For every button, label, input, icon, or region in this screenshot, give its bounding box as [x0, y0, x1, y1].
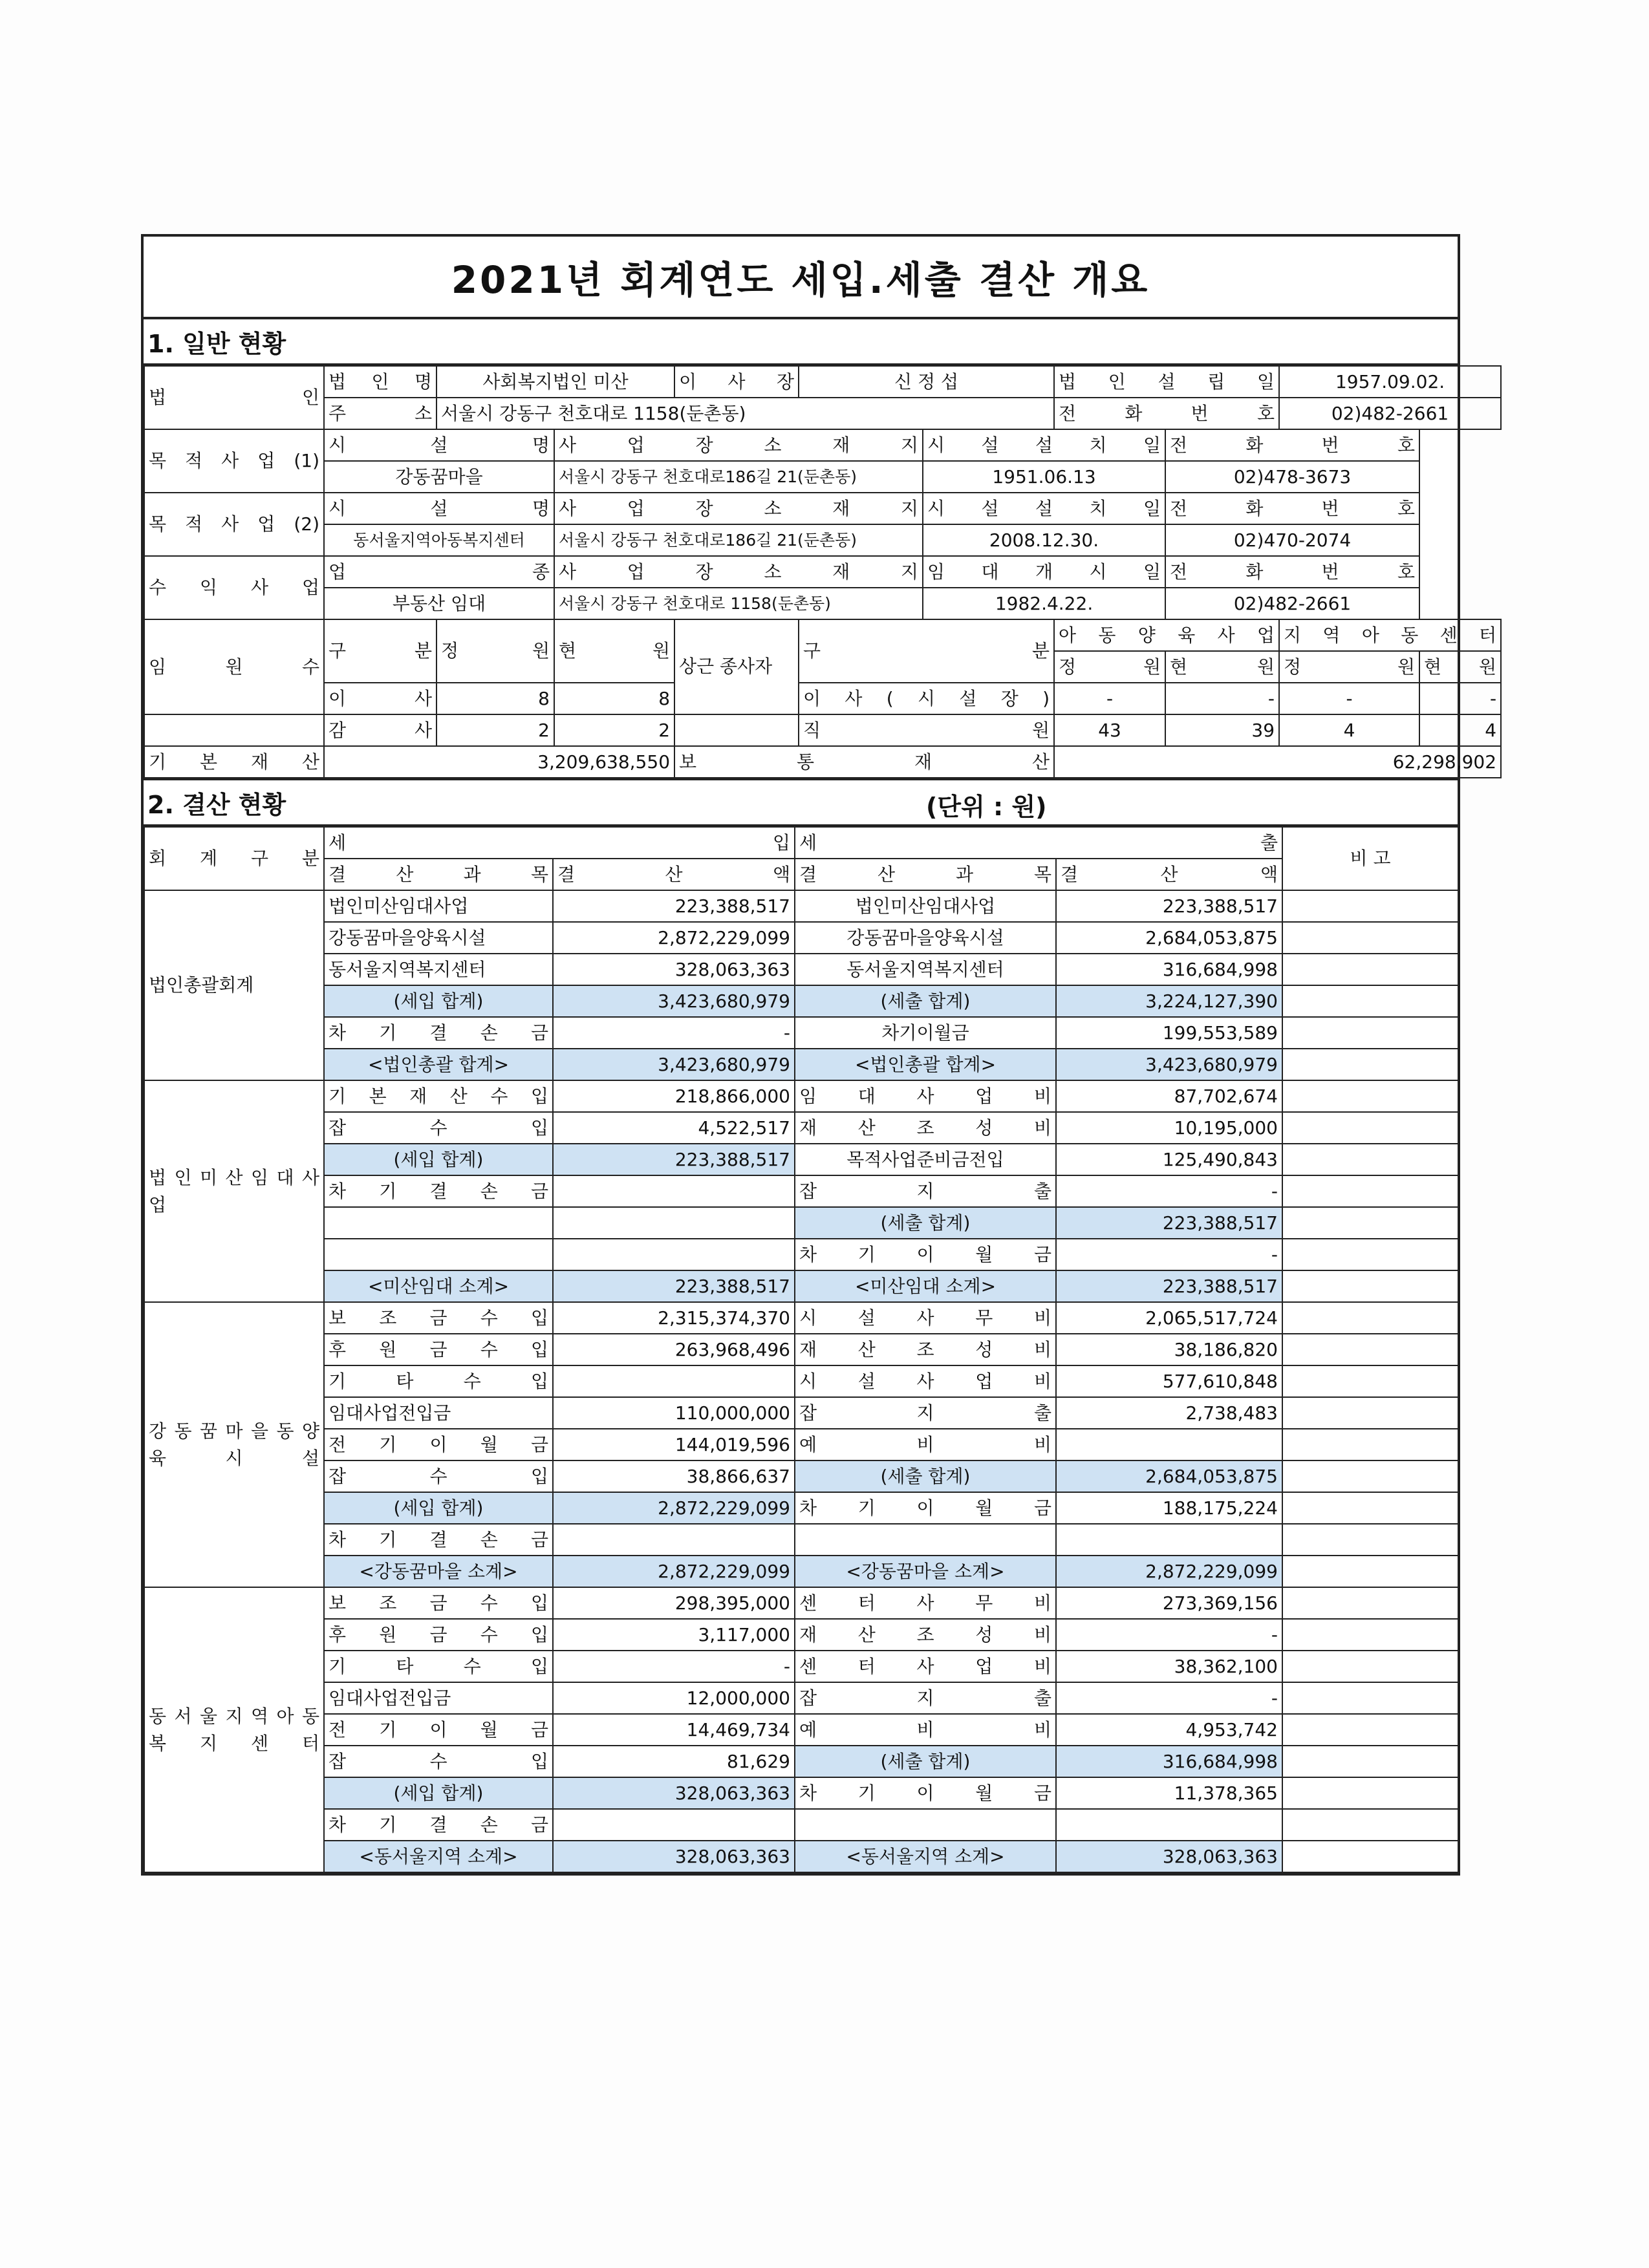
- g2-group-label: 법 인 미 산 임 대 사 업: [144, 1080, 324, 1302]
- expense-amount: 223,388,517: [1056, 1207, 1282, 1239]
- g1-group-label: 법인총괄회계: [144, 890, 324, 1080]
- note-cell: [1282, 1524, 1458, 1556]
- revenue-amount: 3,423,680,979: [553, 1049, 795, 1080]
- expense-amount: 38,362,100: [1056, 1651, 1282, 1682]
- settlement-row: [144, 1144, 1458, 1175]
- director-label: 이 사 장: [674, 366, 799, 398]
- expense-item: 재 산 조 성 비: [795, 1619, 1056, 1651]
- revenue-amount: [553, 1809, 795, 1841]
- revenue-item: 전 기 이 월 금: [324, 1429, 553, 1460]
- note-cell: [1282, 1777, 1458, 1809]
- general-status-table: [144, 365, 1502, 778]
- director-name: 신 정 섭: [799, 366, 1054, 398]
- revenue-item: 임대사업전입금: [324, 1682, 553, 1714]
- expense-amount: 273,369,156: [1056, 1587, 1282, 1619]
- revenue-amount: 2,872,229,099: [553, 1556, 795, 1587]
- revenue-item: 법인미산임대사업: [324, 890, 553, 922]
- revenue-item: 차 기 결 손 금: [324, 1809, 553, 1841]
- note-cell: [1282, 1651, 1458, 1682]
- note-cell: [1282, 1587, 1458, 1619]
- revenue-item: <동서울지역 소계>: [324, 1841, 553, 1872]
- settlement-row: [144, 1556, 1458, 1587]
- tel-label: 전 화 번 호: [1165, 493, 1419, 524]
- revenue-item: 보 조 금 수 입: [324, 1587, 553, 1619]
- revenue-amount: 298,395,000: [553, 1587, 795, 1619]
- revenue-item: (세입 합계): [324, 985, 553, 1017]
- revenue-amount: [553, 1365, 795, 1397]
- revenue-amount: 2,315,374,370: [553, 1302, 795, 1334]
- expense-amount: 2,065,517,724: [1056, 1302, 1282, 1334]
- page-title: 2021년 회계연도 세입.세출 결산 개요: [144, 237, 1458, 319]
- revenue-amount: 144,019,596: [553, 1429, 795, 1460]
- revenue-item: (세입 합계): [324, 1777, 553, 1809]
- emp-cc-current: 39: [1165, 714, 1279, 746]
- note-cell: [1282, 1619, 1458, 1651]
- revenue-item: [324, 1207, 553, 1239]
- revenue-item: 잡 수 입: [324, 1460, 553, 1492]
- expense-item: 잡 지 출: [795, 1175, 1056, 1207]
- revenue-amount: 110,000,000: [553, 1397, 795, 1429]
- auditor-row-label: 감 사: [324, 714, 436, 746]
- settlement-row: [144, 1714, 1458, 1746]
- corp-address: 서울시 강동구 천호대로 1158(둔촌동): [436, 398, 1054, 429]
- expense-amount: 3,224,127,390: [1056, 985, 1282, 1017]
- revenue-item: 차 기 결 손 금: [324, 1524, 553, 1556]
- settlement-row: [144, 1809, 1458, 1841]
- revenue-item: 기 타 수 입: [324, 1651, 553, 1682]
- note-cell: [1282, 1429, 1458, 1460]
- settlement-row: [144, 1017, 1458, 1049]
- settlement-document: [141, 234, 1497, 1876]
- revenue-item: 기 타 수 입: [324, 1365, 553, 1397]
- exp-item-header: 결 산 과 목: [795, 859, 1056, 890]
- revenue-amount: 38,866,637: [553, 1460, 795, 1492]
- settlement-row: [144, 1746, 1458, 1777]
- section-general-heading: 1. 일반 현황: [144, 319, 1458, 365]
- settlement-row: [144, 890, 1458, 922]
- expense-item: 잡 지 출: [795, 1397, 1056, 1429]
- settlement-row: [144, 1587, 1458, 1619]
- business-type-label: 업 종: [324, 556, 554, 588]
- expense-item: (세출 합계): [795, 1207, 1056, 1239]
- expense-item: 시 설 사 업 비: [795, 1365, 1056, 1397]
- officers-label: 임 원 수: [144, 619, 324, 714]
- revenue-item: 후 원 금 수 입: [324, 1619, 553, 1651]
- expense-item: 예 비 비: [795, 1429, 1056, 1460]
- sd-cc-current: -: [1165, 683, 1279, 714]
- expense-amount: 577,610,848: [1056, 1365, 1282, 1397]
- founded-label: 법 인 설 립 일: [1054, 366, 1279, 398]
- revenue-amount: 218,866,000: [553, 1080, 795, 1112]
- settlement-row: [144, 1334, 1458, 1365]
- note-cell: [1282, 1746, 1458, 1777]
- expense-item: [795, 1809, 1056, 1841]
- expense-item: 잡 지 출: [795, 1682, 1056, 1714]
- expense-amount: [1056, 1524, 1282, 1556]
- note-cell: [1282, 1239, 1458, 1270]
- expense-item: 목적사업준비금전입: [795, 1144, 1056, 1175]
- purpose1-label: 목 적 사 업 (1): [144, 429, 324, 493]
- note-cell: [1282, 985, 1458, 1017]
- expense-amount: 11,378,365: [1056, 1777, 1282, 1809]
- expense-amount: -: [1056, 1175, 1282, 1207]
- emp-c-current: 4: [1419, 714, 1501, 746]
- expense-amount: -: [1056, 1619, 1282, 1651]
- note-cell: [1282, 1334, 1458, 1365]
- revenue-amount: 2,872,229,099: [553, 922, 795, 954]
- unit-label: (단위 : 원): [926, 793, 1047, 821]
- basic-assets-label: 기 본 재 산: [144, 746, 324, 778]
- expense-item: 센 터 사 업 비: [795, 1651, 1056, 1682]
- expense-amount: 2,872,229,099: [1056, 1556, 1282, 1587]
- c-current-label: 현 원: [1419, 651, 1501, 683]
- expense-item: 차 기 이 월 금: [795, 1777, 1056, 1809]
- revenue-label: 세 입: [324, 827, 795, 859]
- settlement-row: [144, 1049, 1458, 1080]
- expense-item: 시 설 사 무 비: [795, 1302, 1056, 1334]
- p1-tel: 02)478-3673: [1165, 461, 1419, 493]
- settlement-row: [144, 1682, 1458, 1714]
- revenue-item: <미산임대 소계>: [324, 1270, 553, 1302]
- expense-amount: [1056, 1429, 1282, 1460]
- note-cell: [1282, 1112, 1458, 1144]
- revenue-item: 잡 수 입: [324, 1112, 553, 1144]
- expense-item: 재 산 조 성 비: [795, 1112, 1056, 1144]
- revenue-amount: 12,000,000: [553, 1682, 795, 1714]
- note-cell: [1282, 1175, 1458, 1207]
- revenue-amount: 14,469,734: [553, 1714, 795, 1746]
- note-cell: [1282, 1556, 1458, 1587]
- expense-item: 차기이월금: [795, 1017, 1056, 1049]
- settlement-row: [144, 1777, 1458, 1809]
- revenue-amount: 3,117,000: [553, 1619, 795, 1651]
- note-cell: [1282, 1809, 1458, 1841]
- center-label: 지 역 아 동 센 터: [1279, 619, 1501, 651]
- director-current: 8: [554, 683, 674, 714]
- expense-item: 동서울지역복지센터: [795, 954, 1056, 985]
- expense-item: [795, 1524, 1056, 1556]
- expense-item: <강동꿈마을 소계>: [795, 1556, 1056, 1587]
- purpose2-label: 목 적 사 업 (2): [144, 493, 324, 556]
- expense-item: (세출 합계): [795, 1746, 1056, 1777]
- auditor-quota: 2: [436, 714, 554, 746]
- revenue-item: 차 기 결 손 금: [324, 1175, 553, 1207]
- expense-item: 강동꿈마을양육시설: [795, 922, 1056, 954]
- revenue-item: (세입 합계): [324, 1144, 553, 1175]
- corp-phone: 02)482-2661: [1279, 398, 1501, 429]
- exp-amount-header: 결 산 액: [1056, 859, 1282, 890]
- lease-start-label: 임 대 개 시 일: [923, 556, 1165, 588]
- settlement-row: [144, 1397, 1458, 1429]
- sd-c-quota: -: [1279, 683, 1419, 714]
- quota-label: 정 원: [436, 619, 554, 683]
- profit-tel: 02)482-2661: [1165, 588, 1419, 619]
- note-cell: [1282, 922, 1458, 954]
- settlement-row: [144, 1365, 1458, 1397]
- expense-item: 예 비 비: [795, 1714, 1056, 1746]
- revenue-amount: -: [553, 1017, 795, 1049]
- expense-amount: 223,388,517: [1056, 890, 1282, 922]
- p1-date: 1951.06.13: [923, 461, 1165, 493]
- revenue-item: <법인총괄 합계>: [324, 1049, 553, 1080]
- p2-address: 서울시 강동구 천호대로186길 21(둔촌동): [554, 524, 923, 556]
- note-cell: [1282, 1049, 1458, 1080]
- note-cell: [1282, 954, 1458, 985]
- founded-date: 1957.09.02.: [1279, 366, 1501, 398]
- note-cell: [1282, 1682, 1458, 1714]
- phone-label: 전 화 번 호: [1054, 398, 1279, 429]
- revenue-amount: 328,063,363: [553, 954, 795, 985]
- expense-item: 임 대 사 업 비: [795, 1080, 1056, 1112]
- expense-amount: 2,738,483: [1056, 1397, 1282, 1429]
- section-settlement-heading: [144, 778, 1458, 826]
- revenue-item: 후 원 금 수 입: [324, 1334, 553, 1365]
- expense-item: (세출 합계): [795, 1460, 1056, 1492]
- expense-item: <법인총괄 합계>: [795, 1049, 1056, 1080]
- expense-amount: 316,684,998: [1056, 954, 1282, 985]
- p2-date: 2008.12.30.: [923, 524, 1165, 556]
- settlement-row: [144, 1524, 1458, 1556]
- director-row-label: 이 사: [324, 683, 436, 714]
- expense-amount: 3,423,680,979: [1056, 1049, 1282, 1080]
- settlement-row: [144, 1841, 1458, 1872]
- profit-business-label: 수 익 사 업: [144, 556, 324, 619]
- revenue-amount: 2,872,229,099: [553, 1492, 795, 1524]
- div-label: 구 분: [324, 619, 436, 683]
- p2-tel: 02)470-2074: [1165, 524, 1419, 556]
- note-cell: [1282, 890, 1458, 922]
- g4-group-label: 동 서 울 지 역 아 동 복 지 센 터: [144, 1587, 324, 1872]
- expense-item: 차 기 이 월 금: [795, 1239, 1056, 1270]
- rev-amount-header: 결 산 액: [553, 859, 795, 890]
- settlement-row: [144, 1651, 1458, 1682]
- settlement-row: [144, 922, 1458, 954]
- note-cell: [1282, 1460, 1458, 1492]
- revenue-amount: 328,063,363: [553, 1841, 795, 1872]
- expense-item: (세출 합계): [795, 985, 1056, 1017]
- revenue-item: 보 조 금 수 입: [324, 1302, 553, 1334]
- settlement-row: [144, 1112, 1458, 1144]
- note-label: 비 고: [1282, 827, 1458, 890]
- facility-name-label: 시 설 명: [324, 429, 554, 461]
- cc-quota-label: 정 원: [1054, 651, 1165, 683]
- rev-item-header: 결 산 과 목: [324, 859, 553, 890]
- note-cell: [1282, 1365, 1458, 1397]
- c-quota-label: 정 원: [1279, 651, 1419, 683]
- expense-amount: 38,186,820: [1056, 1334, 1282, 1365]
- settlement-row: [144, 1429, 1458, 1460]
- revenue-item: [324, 1239, 553, 1270]
- normal-assets-label: 보 통 재 산: [674, 746, 1054, 778]
- expense-amount: 10,195,000: [1056, 1112, 1282, 1144]
- note-cell: [1282, 1017, 1458, 1049]
- settlement-row: [144, 1492, 1458, 1524]
- settlement-row: [144, 1207, 1458, 1239]
- settlement-row: [144, 1619, 1458, 1651]
- revenue-amount: [553, 1207, 795, 1239]
- p2-name: 동서울지역아동복지센터: [324, 524, 554, 556]
- sd-cc-quota: -: [1054, 683, 1165, 714]
- address-label: 주 소: [324, 398, 436, 429]
- revenue-item: 강동꿈마을양육시설: [324, 922, 553, 954]
- profit-lease-date: 1982.4.22.: [923, 588, 1165, 619]
- tel-label: 전 화 번 호: [1165, 429, 1419, 461]
- revenue-item: 동서울지역복지센터: [324, 954, 553, 985]
- expense-amount: [1056, 1809, 1282, 1841]
- revenue-item: 차 기 결 손 금: [324, 1017, 553, 1049]
- settlement-row: [144, 954, 1458, 985]
- staff-director-label: 이 사 ( 시 설 장 ): [799, 683, 1054, 714]
- profit-address: 서울시 강동구 천호대로 1158(둔촌동): [554, 588, 923, 619]
- expense-amount: 87,702,674: [1056, 1080, 1282, 1112]
- revenue-amount: 223,388,517: [553, 1144, 795, 1175]
- expense-item: <동서울지역 소계>: [795, 1841, 1056, 1872]
- director-quota: 8: [436, 683, 554, 714]
- note-cell: [1282, 1397, 1458, 1429]
- section-settlement-title: 2. 결산 현황: [147, 790, 286, 819]
- expense-amount: 316,684,998: [1056, 1746, 1282, 1777]
- settlement-row: [144, 1270, 1458, 1302]
- revenue-amount: 223,388,517: [553, 1270, 795, 1302]
- revenue-item: 임대사업전입금: [324, 1397, 553, 1429]
- expense-amount: 188,175,224: [1056, 1492, 1282, 1524]
- account-label: 회 계 구 분: [144, 827, 324, 890]
- revenue-amount: 4,522,517: [553, 1112, 795, 1144]
- staff-div-label: 구 분: [799, 619, 1054, 683]
- revenue-amount: [553, 1239, 795, 1270]
- note-cell: [1282, 1144, 1458, 1175]
- settlement-row: [144, 985, 1458, 1017]
- staff-label: 상근 종사자: [674, 619, 799, 714]
- sd-c-current: -: [1419, 683, 1501, 714]
- p1-name: 강동꿈마을: [324, 461, 554, 493]
- revenue-amount: [553, 1175, 795, 1207]
- expense-amount: 199,553,589: [1056, 1017, 1282, 1049]
- install-date-label: 시 설 설 치 일: [923, 429, 1165, 461]
- site-label: 사 업 장 소 재 지: [554, 429, 923, 461]
- auditor-current: 2: [554, 714, 674, 746]
- settlement-table: [144, 826, 1459, 1873]
- childcare-label: 아 동 양 육 사 업: [1054, 619, 1279, 651]
- corp-label: 법 인: [144, 366, 324, 429]
- note-cell: [1282, 1714, 1458, 1746]
- expense-item: <미산임대 소계>: [795, 1270, 1056, 1302]
- expense-amount: 2,684,053,875: [1056, 922, 1282, 954]
- g3-group-label: 강 동 꿈 마 을 동 양 육 시 설: [144, 1302, 324, 1587]
- expense-amount: 125,490,843: [1056, 1144, 1282, 1175]
- revenue-item: 기 본 재 산 수 입: [324, 1080, 553, 1112]
- basic-assets-value: 3,209,638,550: [324, 746, 674, 778]
- tel-label: 전 화 번 호: [1165, 556, 1419, 588]
- corp-name-label: 법 인 명: [324, 366, 436, 398]
- employee-row-label: 직 원: [799, 714, 1054, 746]
- profit-type: 부동산 임대: [324, 588, 554, 619]
- revenue-amount: 81,629: [553, 1746, 795, 1777]
- revenue-amount: 223,388,517: [553, 890, 795, 922]
- site-label: 사 업 장 소 재 지: [554, 556, 923, 588]
- cc-current-label: 현 원: [1165, 651, 1279, 683]
- revenue-item: 잡 수 입: [324, 1746, 553, 1777]
- corp-name: 사회복지법인 미산: [436, 366, 674, 398]
- settlement-row: [144, 1302, 1458, 1334]
- settlement-row: [144, 1175, 1458, 1207]
- expense-amount: 2,684,053,875: [1056, 1460, 1282, 1492]
- expense-label: 세 출: [795, 827, 1282, 859]
- p1-address: 서울시 강동구 천호대로186길 21(둔촌동): [554, 461, 923, 493]
- current-label: 현 원: [554, 619, 674, 683]
- normal-assets-value: 62,298,902: [1054, 746, 1501, 778]
- expense-amount: 223,388,517: [1056, 1270, 1282, 1302]
- revenue-item: 전 기 이 월 금: [324, 1714, 553, 1746]
- emp-cc-quota: 43: [1054, 714, 1165, 746]
- note-cell: [1282, 1492, 1458, 1524]
- settlement-row: [144, 1460, 1458, 1492]
- settlement-row: [144, 1080, 1458, 1112]
- settlement-row: [144, 1239, 1458, 1270]
- install-date-label: 시 설 설 치 일: [923, 493, 1165, 524]
- expense-item: 법인미산임대사업: [795, 890, 1056, 922]
- expense-item: 센 터 사 무 비: [795, 1587, 1056, 1619]
- facility-name-label: 시 설 명: [324, 493, 554, 524]
- revenue-amount: [553, 1524, 795, 1556]
- expense-amount: -: [1056, 1239, 1282, 1270]
- note-cell: [1282, 1302, 1458, 1334]
- revenue-item: (세입 합계): [324, 1492, 553, 1524]
- expense-amount: 4,953,742: [1056, 1714, 1282, 1746]
- emp-c-quota: 4: [1279, 714, 1419, 746]
- note-cell: [1282, 1207, 1458, 1239]
- site-label: 사 업 장 소 재 지: [554, 493, 923, 524]
- revenue-amount: 328,063,363: [553, 1777, 795, 1809]
- revenue-amount: 3,423,680,979: [553, 985, 795, 1017]
- note-cell: [1282, 1841, 1458, 1872]
- revenue-amount: 263,968,496: [553, 1334, 795, 1365]
- revenue-item: <강동꿈마을 소계>: [324, 1556, 553, 1587]
- expense-amount: -: [1056, 1682, 1282, 1714]
- expense-amount: 328,063,363: [1056, 1841, 1282, 1872]
- note-cell: [1282, 1270, 1458, 1302]
- revenue-amount: -: [553, 1651, 795, 1682]
- note-cell: [1282, 1080, 1458, 1112]
- expense-item: 차 기 이 월 금: [795, 1492, 1056, 1524]
- expense-item: 재 산 조 성 비: [795, 1334, 1056, 1365]
